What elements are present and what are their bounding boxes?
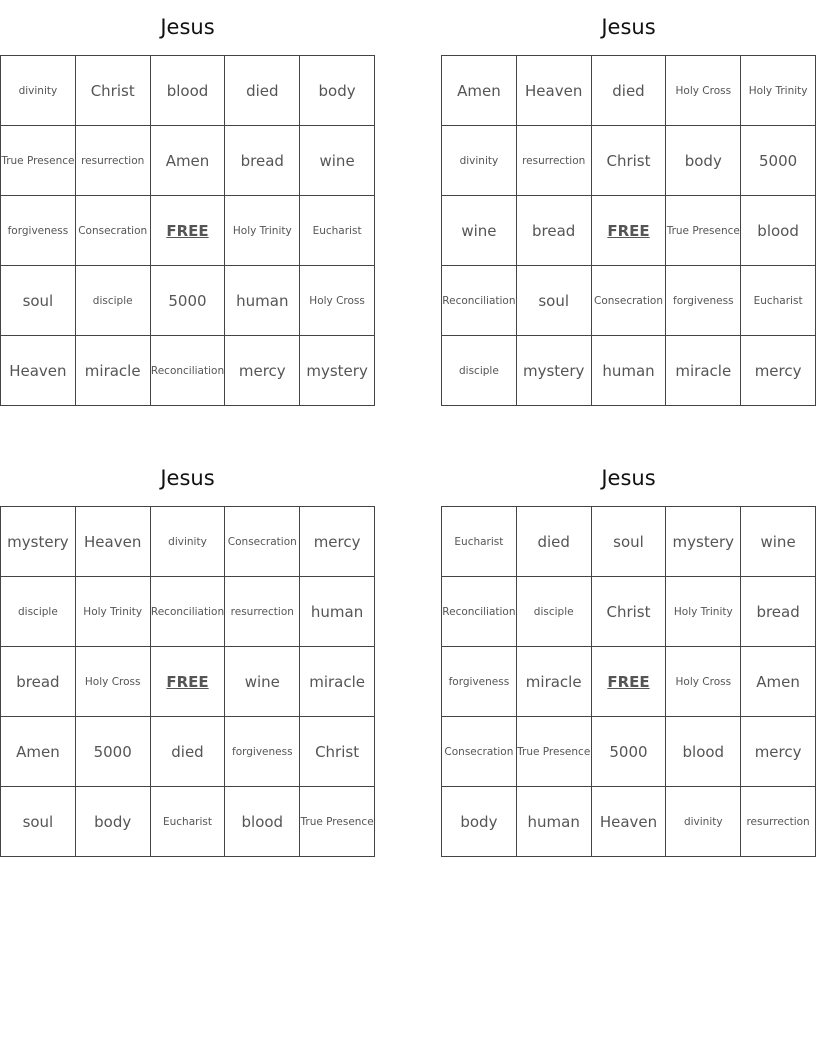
bingo-cell: divinity bbox=[1, 56, 76, 126]
bingo-cell: Reconciliation bbox=[151, 336, 226, 406]
bingo-cell: soul bbox=[1, 787, 76, 857]
bingo-cell: wine bbox=[442, 196, 517, 266]
bingo-cell: blood bbox=[666, 717, 741, 787]
bingo-cell: Holy Trinity bbox=[225, 196, 300, 266]
bingo-cell: Heaven bbox=[517, 56, 592, 126]
bingo-grid bbox=[0, 55, 375, 406]
bingo-cell: Christ bbox=[592, 577, 667, 647]
bingo-cell: Eucharist bbox=[300, 196, 375, 266]
free-space-cell: FREE bbox=[592, 647, 667, 717]
bingo-cell: divinity bbox=[442, 126, 517, 196]
bingo-cell: body bbox=[76, 787, 151, 857]
bingo-cell: mercy bbox=[741, 717, 816, 787]
bingo-cell: died bbox=[517, 507, 592, 577]
bingo-cell: Amen bbox=[741, 647, 816, 717]
bingo-cell: body bbox=[666, 126, 741, 196]
bingo-cell: miracle bbox=[300, 647, 375, 717]
bingo-cell: 5000 bbox=[592, 717, 667, 787]
bingo-cell: Consecration bbox=[442, 717, 517, 787]
bingo-cell: Eucharist bbox=[442, 507, 517, 577]
bingo-cell: Reconciliation bbox=[151, 577, 226, 647]
bingo-cell: Eucharist bbox=[151, 787, 226, 857]
bingo-card-1 bbox=[0, 0, 375, 406]
bingo-cell: Heaven bbox=[592, 787, 667, 857]
card-title: Jesus bbox=[160, 15, 215, 39]
bingo-cell: Holy Cross bbox=[666, 647, 741, 717]
bingo-cell: human bbox=[300, 577, 375, 647]
bingo-cell: True Presence bbox=[300, 787, 375, 857]
bingo-cell: True Presence bbox=[1, 126, 76, 196]
bingo-cell: mystery bbox=[666, 507, 741, 577]
bingo-cell: 5000 bbox=[76, 717, 151, 787]
bingo-cell: 5000 bbox=[151, 266, 226, 336]
bingo-cell: resurrection bbox=[225, 577, 300, 647]
card-title: Jesus bbox=[601, 466, 656, 490]
bingo-cell: body bbox=[442, 787, 517, 857]
bingo-grid bbox=[441, 506, 816, 857]
bingo-grid bbox=[441, 55, 816, 406]
bingo-cell: body bbox=[300, 56, 375, 126]
bingo-cell: bread bbox=[741, 577, 816, 647]
bingo-cell: Christ bbox=[76, 56, 151, 126]
bingo-cell: Consecration bbox=[76, 196, 151, 266]
bingo-cell: disciple bbox=[76, 266, 151, 336]
bingo-cell: mercy bbox=[741, 336, 816, 406]
bingo-cell: bread bbox=[225, 126, 300, 196]
bingo-cell: resurrection bbox=[76, 126, 151, 196]
bingo-cell: disciple bbox=[1, 577, 76, 647]
bingo-cell: died bbox=[151, 717, 226, 787]
card-title: Jesus bbox=[601, 15, 656, 39]
bingo-card-2 bbox=[441, 0, 816, 406]
bingo-cell: Reconciliation bbox=[442, 266, 517, 336]
free-space-cell: FREE bbox=[151, 196, 226, 266]
bingo-card-4 bbox=[441, 451, 816, 857]
bingo-cell: Consecration bbox=[225, 507, 300, 577]
bingo-cell: resurrection bbox=[517, 126, 592, 196]
bingo-cell: forgiveness bbox=[225, 717, 300, 787]
bingo-cell: Christ bbox=[592, 126, 667, 196]
bingo-cell: wine bbox=[300, 126, 375, 196]
bingo-cell: Amen bbox=[1, 717, 76, 787]
bingo-cell: Holy Cross bbox=[666, 56, 741, 126]
bingo-cell: disciple bbox=[442, 336, 517, 406]
bingo-cell: forgiveness bbox=[442, 647, 517, 717]
bingo-grid bbox=[0, 506, 375, 857]
bingo-cell: soul bbox=[1, 266, 76, 336]
bingo-cell: True Presence bbox=[517, 717, 592, 787]
bingo-cell: died bbox=[592, 56, 667, 126]
bingo-cell: Holy Trinity bbox=[76, 577, 151, 647]
bingo-cell: mystery bbox=[1, 507, 76, 577]
bingo-cell: Amen bbox=[442, 56, 517, 126]
bingo-cell: miracle bbox=[76, 336, 151, 406]
bingo-cell: soul bbox=[517, 266, 592, 336]
bingo-cell: Eucharist bbox=[741, 266, 816, 336]
bingo-cell: Amen bbox=[151, 126, 226, 196]
bingo-cell: divinity bbox=[151, 507, 226, 577]
bingo-cell: mercy bbox=[300, 507, 375, 577]
bingo-cell: miracle bbox=[666, 336, 741, 406]
bingo-cell: human bbox=[225, 266, 300, 336]
bingo-card-3 bbox=[0, 451, 375, 857]
card-title: Jesus bbox=[160, 466, 215, 490]
bingo-cell: human bbox=[517, 787, 592, 857]
bingo-cell: forgiveness bbox=[666, 266, 741, 336]
bingo-cell: Consecration bbox=[592, 266, 667, 336]
bingo-cell: Holy Trinity bbox=[741, 56, 816, 126]
free-space-cell: FREE bbox=[151, 647, 226, 717]
bingo-cell: human bbox=[592, 336, 667, 406]
bingo-cell: wine bbox=[741, 507, 816, 577]
bingo-cell: wine bbox=[225, 647, 300, 717]
bingo-cell: 5000 bbox=[741, 126, 816, 196]
bingo-cell: Holy Cross bbox=[76, 647, 151, 717]
bingo-cell: Reconciliation bbox=[442, 577, 517, 647]
bingo-cell: mystery bbox=[300, 336, 375, 406]
bingo-cell: True Presence bbox=[666, 196, 741, 266]
bingo-cell: Holy Cross bbox=[300, 266, 375, 336]
bingo-cell: blood bbox=[225, 787, 300, 857]
bingo-cell: mercy bbox=[225, 336, 300, 406]
bingo-cell: disciple bbox=[517, 577, 592, 647]
bingo-cell: Heaven bbox=[76, 507, 151, 577]
bingo-cell: bread bbox=[517, 196, 592, 266]
bingo-cell: died bbox=[225, 56, 300, 126]
bingo-cell: blood bbox=[741, 196, 816, 266]
bingo-cell: resurrection bbox=[741, 787, 816, 857]
bingo-cell: Christ bbox=[300, 717, 375, 787]
bingo-cell: forgiveness bbox=[1, 196, 76, 266]
bingo-cell: mystery bbox=[517, 336, 592, 406]
bingo-cell: bread bbox=[1, 647, 76, 717]
bingo-cell: Holy Trinity bbox=[666, 577, 741, 647]
free-space-cell: FREE bbox=[592, 196, 667, 266]
bingo-cell: divinity bbox=[666, 787, 741, 857]
bingo-cell: soul bbox=[592, 507, 667, 577]
bingo-cell: miracle bbox=[517, 647, 592, 717]
bingo-cell: Heaven bbox=[1, 336, 76, 406]
bingo-cell: blood bbox=[151, 56, 226, 126]
